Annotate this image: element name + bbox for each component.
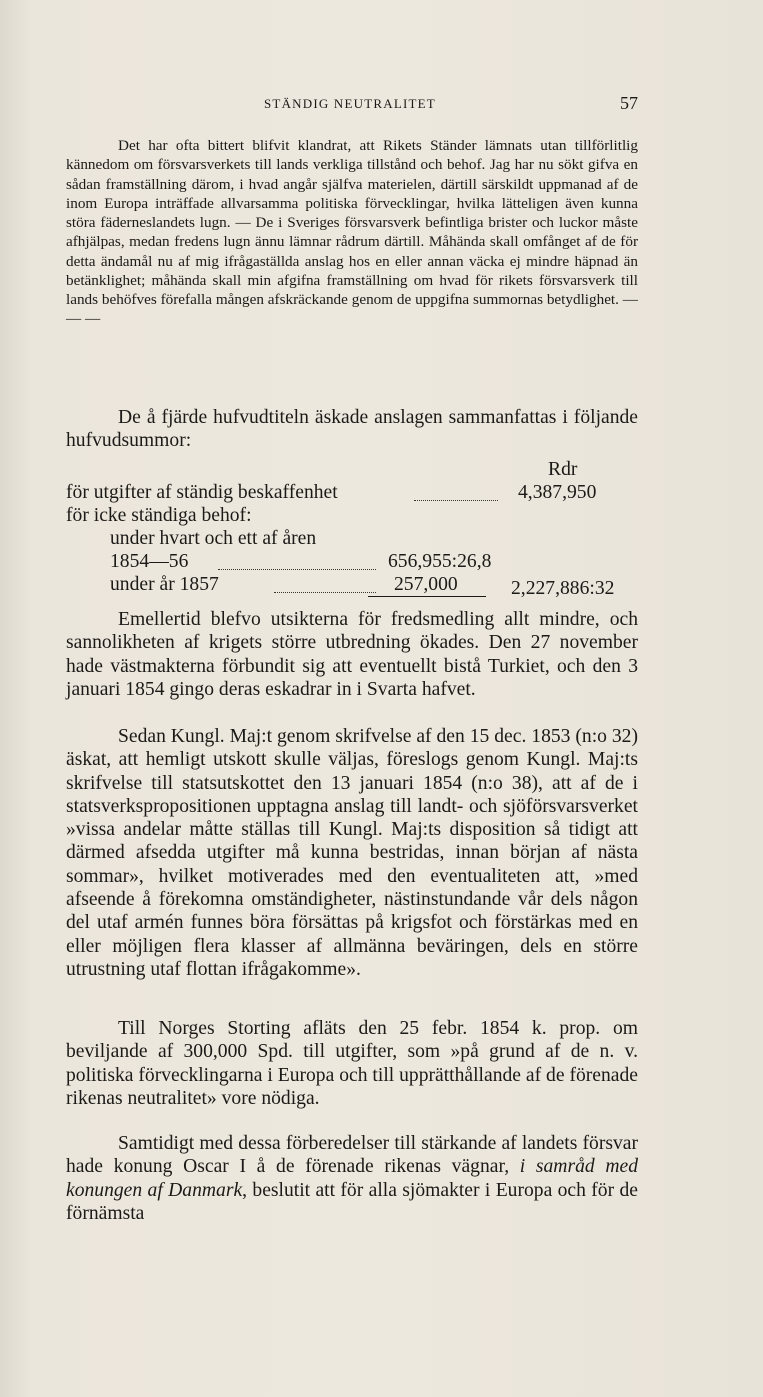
running-head: STÄNDIG NEUTRALITET [264,96,436,111]
leader-dots [218,569,376,570]
paragraph-4-end: , beslutit att för alla sjömakter i Europa och för de förnämsta [66,1179,638,1224]
paragraph-1: Emellertid blefvo utsikterna för fredsmedling allt mindre, och sannolikheten af krigets större utbredning ökades. Den 27 november hade västmakterna förbundit sig att eventuellt bistå Turkiet, och den 3 januari 1854 gingo deras eskadrar in i Svarta hafvet. [66,609,638,700]
paragraph-2: Sedan Kungl. Maj:t genom skrifvelse af den 15 dec. 1853 (n:o 32) äskat, att hemligt utskott skulle väljas, föreslogs genom Kungl. Maj:ts skrifvelse till statsutskottet den 13 januari 1854 (n:o 38), att af de i statsverkspropositionen upptagna anslag till landt- och sjöförsvarsverket »vissa andelar måtte ställas till Kungl. Maj:ts disposition så tidigt att därmed afsedda utgifter må kunna bestridas, innan början af nästa sommar», hvilket motiverades med den eventualiteten att, »med afseende å förekomna omständigheter, nästinstundande vår dels någon del utaf armén funnes böra försättas på krigsfot och förstärkas med en eller möjligen flera klasser af allmänna beväringen, dels en större utrustning utaf flottan ifrågakomme». [66,726,638,980]
summary-intro: De å fjärde hufvudtiteln äskade anslagen sammanfattas i följande hufvudsummor: [66,407,638,452]
sum-rule [368,596,486,597]
row-temporary-label: för icke ständiga behof: [66,505,252,526]
row-yearly-label: under hvart och ett af åren [110,528,317,549]
row-1857-amount: 257,000 [394,574,458,595]
leader-dots [274,592,376,593]
page-header [66,93,638,116]
paragraph-3: Till Norges Storting afläts den 25 febr. 1854 k. prop. om beviljande af 300,000 Spd. till utgifter, som »på grund af de n. v. politiska förvecklingarna i Europa och till upprätthållande af de förenade rikenas neutralitet» vore nödiga. [66,1018,638,1109]
row-1857-label: under år 1857 [110,574,219,595]
leader-dots [414,500,498,501]
row-permanent-amount: 4,387,950 [518,482,597,503]
row-1854-label: 1854—56 [110,551,189,572]
paragraph-4-start: Samtidigt med dessa förberedelser till stärkande af landets försvar hade konung Oscar I å de förenade rikenas vägnar, [66,1133,638,1178]
row-permanent-label: för utgifter af ständig beskaffenhet [66,482,338,503]
total-amount: 2,227,886:32 [511,578,615,599]
intro-paragraph: Det har ofta bittert blifvit klandrat, att Rikets Ständer lämnats utan tillförlitlig kännedom om försvarsverkets till lands verkliga tillstånd och behof. Jag har nu sökt gifva en sådan framställning därom, i hvad angår själfva materielen, därtill särskildt uppmanad af de inom Europa inträffade allvarsamma politiska förvecklingar, hvilka lätteligen även kunna störa fäderneslandets lugn. — De i Sveriges försvarsverk befintliga brister och luckor måste afhjälpas, medan fredens lugn ännu lämnar rådrum därtill. Måhända skall omfånget af de för detta ändamål nu af mig ifrågaställda anslag hos en eller annan väcka ej mindre häpnad än betänklighet; måhända skall min afgifna framställning om hvad för rikets försvarsverk till lands behöfves förefalla mången afskräckande genom de uppgifna summornas betydlighet. — — — [66,137,638,328]
paragraph-4 [66,1132,638,1225]
paragraph-4-italic: i samråd med konungen af Danmark [66,1156,638,1201]
row-1854-amount: 656,955:26,8 [388,551,492,572]
page-number: 57 [620,93,638,113]
currency-label: Rdr [548,459,578,480]
